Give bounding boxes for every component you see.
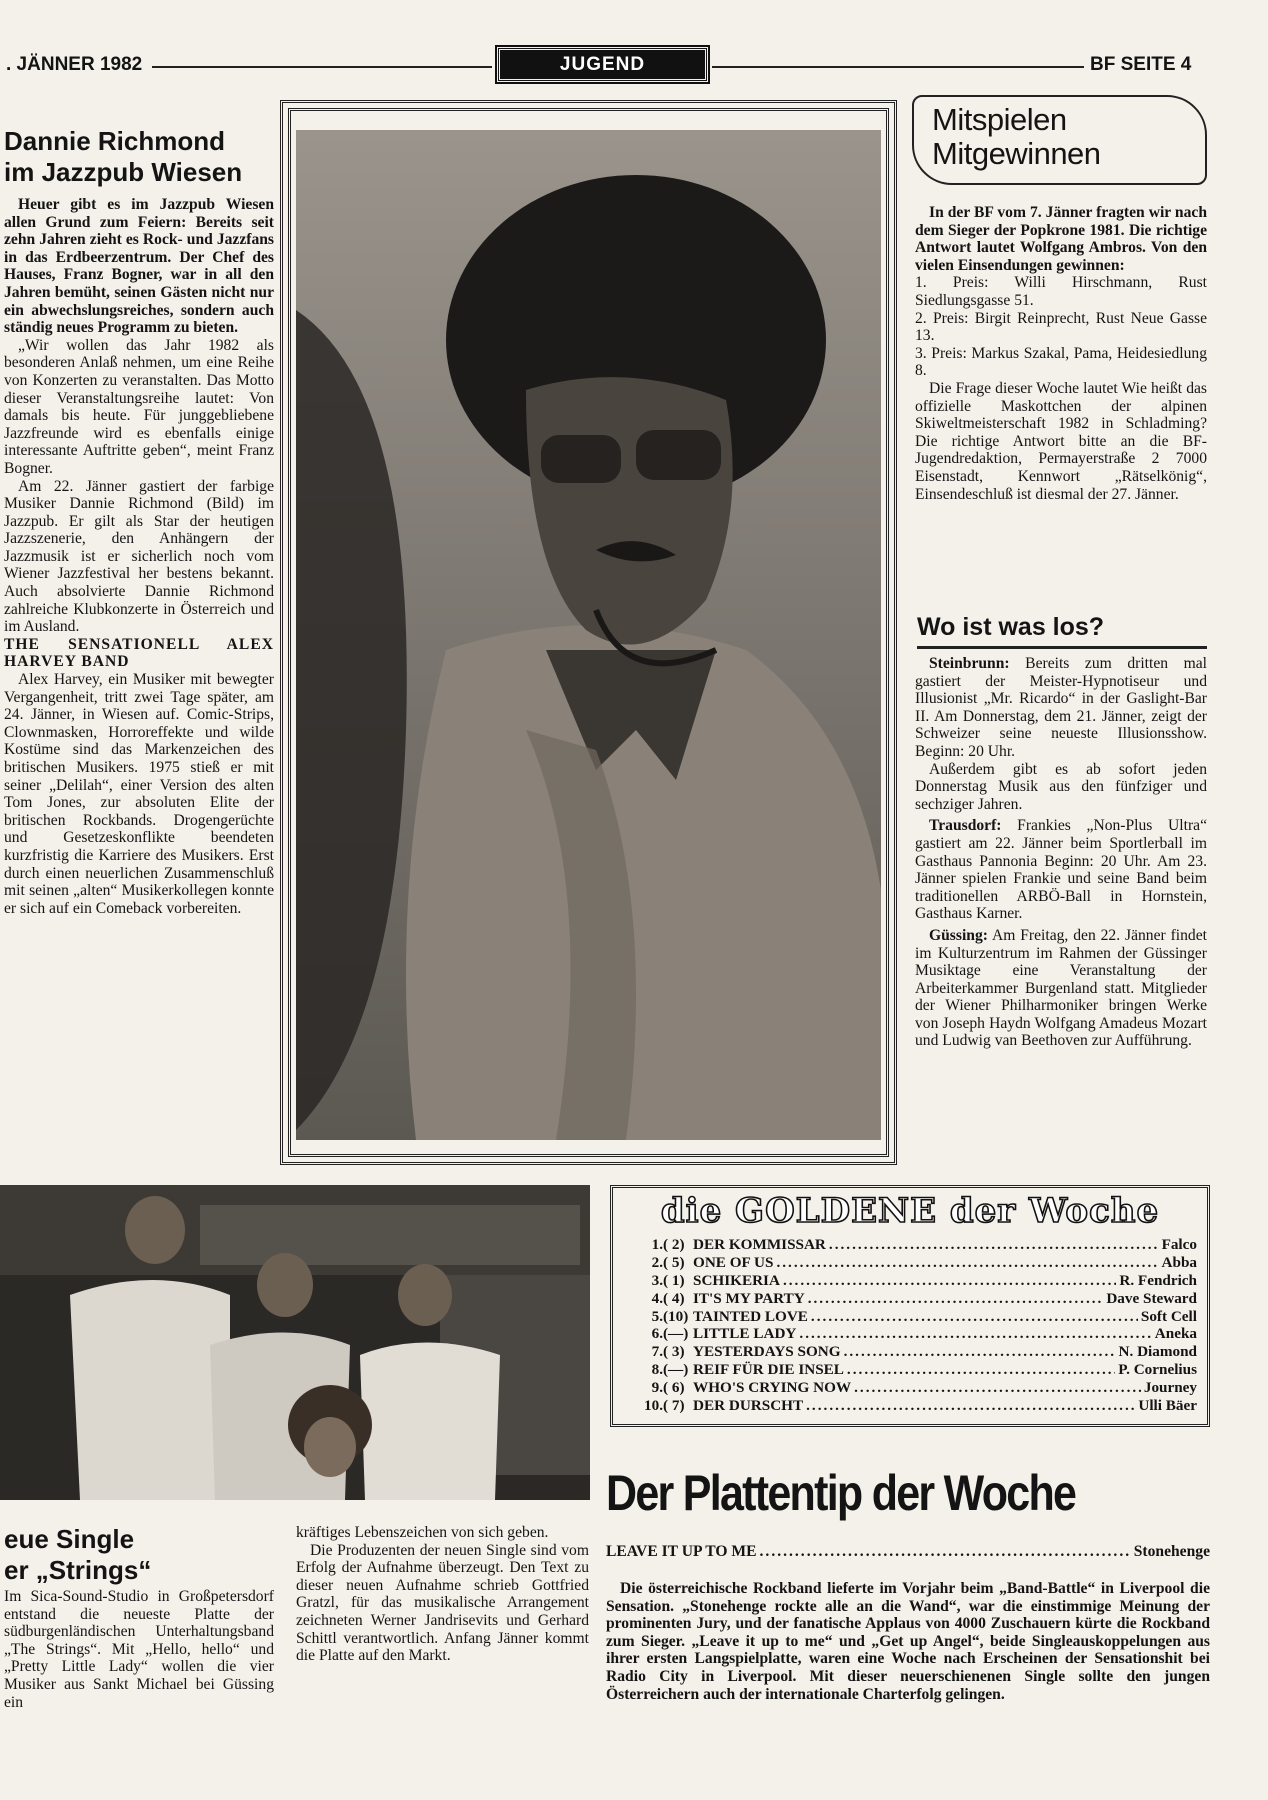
body-paragraph: Die Produzenten der neuen Single sind vom Erfolg der Aufnahme überzeugt. Den Text zu dieser neuen Aufnahme schrieb Gottfried Gratzl, für das musikalische Arrangement zeichneten Werner Jandrisevits und Gerhard Schittl verantwortlich. Anfang Jänner kommt die Platte auf den Markt. xyxy=(296,1541,589,1665)
chart-entry xyxy=(613,1397,1197,1415)
section-label: JUGEND xyxy=(497,47,708,82)
chart-rank: 4. xyxy=(651,1289,663,1307)
leader-dots xyxy=(829,1236,1159,1254)
events-list xyxy=(915,655,1207,1050)
chart-previous-rank: (10) xyxy=(663,1307,689,1325)
plattentip-song-row xyxy=(606,1543,1210,1561)
chart-artist: Abba xyxy=(1161,1253,1197,1271)
chart-rank: 9. xyxy=(651,1379,663,1397)
chart-previous-rank: ( 4) xyxy=(663,1289,685,1307)
event-text: Bereits zum dritten mal gastiert der Meister-Hypnotiseur und Illusionist „Mr. Ricardo“ in der Gaslight-Bar II. Am Donnerstag, dem 21. Jänner, zeigt der Schweizer seine neueste Illusionsshow. Beginn: 20 Uhr. xyxy=(915,655,1207,760)
chart-rank: 5. xyxy=(651,1307,663,1325)
leader-dots xyxy=(806,1397,1135,1415)
chart-artist: Soft Cell xyxy=(1140,1307,1197,1325)
chart-entry xyxy=(613,1254,1197,1272)
events-heading: Wo ist was los? xyxy=(917,612,1207,649)
chart-previous-rank: ( 7) xyxy=(663,1397,685,1415)
chart-entry xyxy=(613,1272,1197,1290)
chart-artist: R. Fendrich xyxy=(1119,1271,1197,1289)
chart-title: die GOLDENE der Woche xyxy=(660,1191,1160,1231)
event-text: Frankies „Non-Plus Ultra“ gastiert am 22. Jänner beim Sportlerball im Gasthaus Pannonia Beginn: 20 Uhr. Am 23. Jänner spielen Frankie und seine Band beim traditionellen ARBÖ-Ball in Hornstein, Gasthaus Karner. xyxy=(915,817,1207,923)
chart-rank: 2. xyxy=(651,1253,663,1271)
chart-box xyxy=(610,1185,1210,1427)
prize-winner: 3. Preis: Markus Szakal, Pama, Heidesiedlung 8. xyxy=(915,344,1207,380)
header-rule-left xyxy=(152,66,492,68)
chart-rank: 3. xyxy=(651,1271,663,1289)
quiz-article xyxy=(915,204,1207,503)
band-image xyxy=(0,1185,590,1500)
chart-entry xyxy=(613,1325,1197,1343)
body-paragraph: Alex Harvey, ein Musiker mit bewegter Vergangenheit, tritt zwei Tage später, am 24. Jänner, in Wiesen auf. Comic-Strips, Clownmasken, Horroreffekte und wilde Kostüme sind das Markenzeichen des britischen Musikers. 1975 stieß er mit seiner „Delilah“, einer Version des alten Tom Jones, zur absoluten Elite der britischen Rockbands. Drogengerüchte und Gesetzeskonflikte beendeten kurzfristig die Karriere des Musikers. Erst durch einen neuerlichen Zusammenschluß mit seinen „alten“ Musikerkollegen konnte er sich auf ein Comeback vorbereiten. xyxy=(4,671,274,917)
leader-dots xyxy=(760,1543,1131,1561)
leader-dots xyxy=(799,1325,1151,1343)
chart-rank: 8. xyxy=(651,1361,663,1379)
chart-list xyxy=(613,1232,1207,1415)
chart-song-title: TAINTED LOVE xyxy=(693,1307,808,1325)
strings-body-col1 xyxy=(4,1588,274,1711)
chart-rank: 1. xyxy=(651,1236,663,1253)
event-text: Am Freitag, den 22. Jänner findet im Kulturzentrum im Rahmen der Güssinger Musiktage eine Veranstaltung der Arbeiterkammer Burgenland statt. Mitglieder der Wiener Philharmoniker bringen Werke von Joseph Haydn Wolfgang Amadeus Mozart und Ludwig van Beethoven zur Aufführung. xyxy=(915,926,1207,1050)
plattentip-artist: Stonehenge xyxy=(1133,1543,1210,1560)
body-paragraph: kräftiges Lebenszeichen von sich geben. xyxy=(296,1524,549,1541)
jazzpub-body xyxy=(4,196,274,917)
page-number: BF SEITE 4 xyxy=(1090,54,1192,75)
leader-dots xyxy=(811,1308,1138,1326)
headline-line-1: Dannie Richmond xyxy=(4,126,226,156)
chart-song-title: WHO'S CRYING NOW xyxy=(693,1379,852,1397)
quiz-logo-text xyxy=(914,97,1205,171)
chart-song-title: ONE OF US xyxy=(693,1253,774,1271)
chart-entry xyxy=(613,1343,1197,1361)
prize-winner: 2. Preis: Birgit Reinprecht, Rust Neue Gasse 13. xyxy=(915,309,1207,345)
prize-winner: 1. Preis: Willi Hirschmann, Rust Siedlungsgasse 51. xyxy=(915,274,1207,309)
portrait-image xyxy=(296,130,881,1140)
leader-dots xyxy=(854,1379,1141,1397)
chart-artist: Dave Steward xyxy=(1106,1289,1197,1307)
leader-dots xyxy=(783,1272,1116,1290)
chart-rank: 6. xyxy=(651,1325,663,1343)
event-item xyxy=(915,927,1207,1050)
event-place: Güssing: xyxy=(929,926,988,944)
chart-song-title: LITTLE LADY xyxy=(693,1325,797,1343)
plattentip-heading: Der Plattentip der Woche xyxy=(606,1465,1076,1521)
headline-line-1: eue Single xyxy=(4,1524,135,1554)
dannie-richmond-photo xyxy=(296,130,881,1140)
chart-previous-rank: ( 6) xyxy=(663,1379,685,1397)
chart-previous-rank: ( 1) xyxy=(663,1271,685,1289)
chart-artist: N. Diamond xyxy=(1118,1343,1197,1361)
chart-entry xyxy=(613,1290,1197,1308)
chart-previous-rank: (—) xyxy=(663,1361,689,1379)
chart-entry xyxy=(613,1379,1197,1397)
jazzpub-article xyxy=(4,126,274,917)
chart-artist: Ulli Bäer xyxy=(1138,1397,1197,1415)
event-item xyxy=(915,761,1207,814)
issue-date: . JÄNNER 1982 xyxy=(6,54,143,75)
subheadline: THE SENSATIONELL ALEX HARVEY BAND xyxy=(4,635,274,671)
lead-paragraph: Heuer gibt es im Jazzpub Wiesen allen Grund zum Feiern: Bereits seit zehn Jahren zieht es Rock- und Jazzfans in das Erdbeerzentrum. Der Chef des Hauses, Franz Bogner, war in all den Jahren bemüht, seinen Gästen nicht nur ein abwechslungsreiches, sondern auch ständig neues Programm zu bieten. xyxy=(4,196,274,337)
chart-rank: 7. xyxy=(651,1343,663,1361)
chart-entry xyxy=(613,1308,1197,1326)
plattentip-text: Die österreichische Rockband lieferte im Vorjahr beim „Band-Battle“ in Liverpool die Sensation. „Stonehenge rockte alle an die Wand“, war die einstimmige Meinung der prominenten Jury, und der fanatische Applaus von 4000 Zuschauern kürte die Rockband zum Sieger. „Leave it up to me“ und „Get up Angel“, beide Singleauskoppelungen aus ihrer ersten Langspielplatte, waren eine Woche nach Erscheinen der Sensationshit bei Radio City in Liverpool. Mit dieser neuerschienenen Single sollte den jungen Österreichern auch der internationale Charterfolg gelingen. xyxy=(606,1580,1210,1703)
chart-entry xyxy=(613,1361,1197,1379)
chart-rank: 10. xyxy=(644,1397,663,1415)
chart-song-title: DER KOMMISSAR xyxy=(693,1236,826,1253)
chart-artist: Journey xyxy=(1143,1379,1197,1397)
plattentip-song: LEAVE IT UP TO ME xyxy=(606,1543,757,1560)
quiz-question: Die Frage dieser Woche lautet Wie heißt das offizielle Maskottchen der alpinen Skiweltmeisterschaft 1982 in Schladming? Die richtige Antwort bitte an die BF-Jugendredaktion, Permayerstraße 2 7000 Eisenstadt, Kennwort „Rätselkönig“, Einsendeschluß ist diesmal der 27. Jänner. xyxy=(915,379,1207,503)
strings-body-col2 xyxy=(296,1524,589,1665)
event-item xyxy=(915,817,1207,923)
body-paragraph: Im Sica-Sound-Studio in Großpetersdorf entstand die neueste Platte der südburgenländischen Unterhaltungsband „The Strings“. Mit „Hello, hello“ und „Pretty Little Lady“ wollen die vier Musiker aus Sankt Michael bei Güssing ein xyxy=(4,1588,274,1711)
jazzpub-headline xyxy=(4,126,274,188)
chart-previous-rank: ( 2) xyxy=(663,1236,685,1253)
quiz-logo xyxy=(912,95,1207,185)
event-text: Außerdem gibt es ab sofort jeden Donnerstag Musik aus den fünfziger und sechziger Jahren. xyxy=(915,760,1207,813)
header-rule-right xyxy=(712,66,1084,68)
logo-line-1: Mitspielen xyxy=(932,102,1067,137)
chart-previous-rank: ( 5) xyxy=(663,1253,685,1271)
headline-line-2: er „Strings“ xyxy=(4,1555,152,1585)
chart-artist: Aneka xyxy=(1154,1325,1197,1343)
leader-dots xyxy=(844,1343,1116,1361)
chart-song-title: SCHIKERIA xyxy=(693,1271,780,1289)
chart-previous-rank: (—) xyxy=(663,1325,689,1343)
logo-line-2: Mitgewinnen xyxy=(932,136,1101,171)
event-place: Steinbrunn: xyxy=(929,655,1010,672)
body-paragraph: Am 22. Jänner gastiert der farbige Musiker Dannie Richmond (Bild) im Jazzpub. Er gilt als Star der heutigen Jazzszenerie, den Anhängern der Jazzmusik ist er sicherlich noch vom Wiener Jazzfestival her bestens bekannt. Auch absolvierte Dannie Richmond zahlreiche Klubkonzerte in Österreich und im Ausland. xyxy=(4,477,274,636)
strings-headline xyxy=(4,1524,294,1586)
chart-previous-rank: ( 3) xyxy=(663,1343,685,1361)
event-place: Trausdorf: xyxy=(929,817,1002,835)
chart-song-title: IT'S MY PARTY xyxy=(693,1289,805,1307)
leader-dots xyxy=(847,1361,1115,1379)
chart-entry xyxy=(613,1236,1197,1254)
plattentip-body xyxy=(606,1580,1210,1703)
quiz-results: In der BF vom 7. Jänner fragten wir nach dem Sieger der Popkrone 1981. Die richtige Antwort lautet Wolfgang Ambros. Von den vielen Einsendungen gewinnen: xyxy=(915,204,1207,274)
chart-artist: Falco xyxy=(1161,1236,1197,1253)
chart-artist: P. Cornelius xyxy=(1118,1361,1197,1379)
body-paragraph: „Wir wollen das Jahr 1982 als besonderen Anlaß nehmen, um eine Reihe von Konzerten zu veranstalten. Das Motto dieser Veranstaltungsreihe lautet: Von damals bis heute. Für junggebliebene Jazzfreunde wird es ebenfalls einige interessante Auftritte geben“, meint Franz Bogner. xyxy=(4,336,274,477)
event-item xyxy=(915,655,1207,761)
headline-line-2: im Jazzpub Wiesen xyxy=(4,157,243,187)
chart-song-title: REIF FÜR DIE INSEL xyxy=(693,1361,844,1379)
strings-band-photo xyxy=(0,1185,590,1500)
chart-song-title: DER DURSCHT xyxy=(693,1397,804,1415)
leader-dots xyxy=(776,1254,1158,1272)
leader-dots xyxy=(808,1290,1104,1308)
chart-song-title: YESTERDAYS SONG xyxy=(693,1343,841,1361)
